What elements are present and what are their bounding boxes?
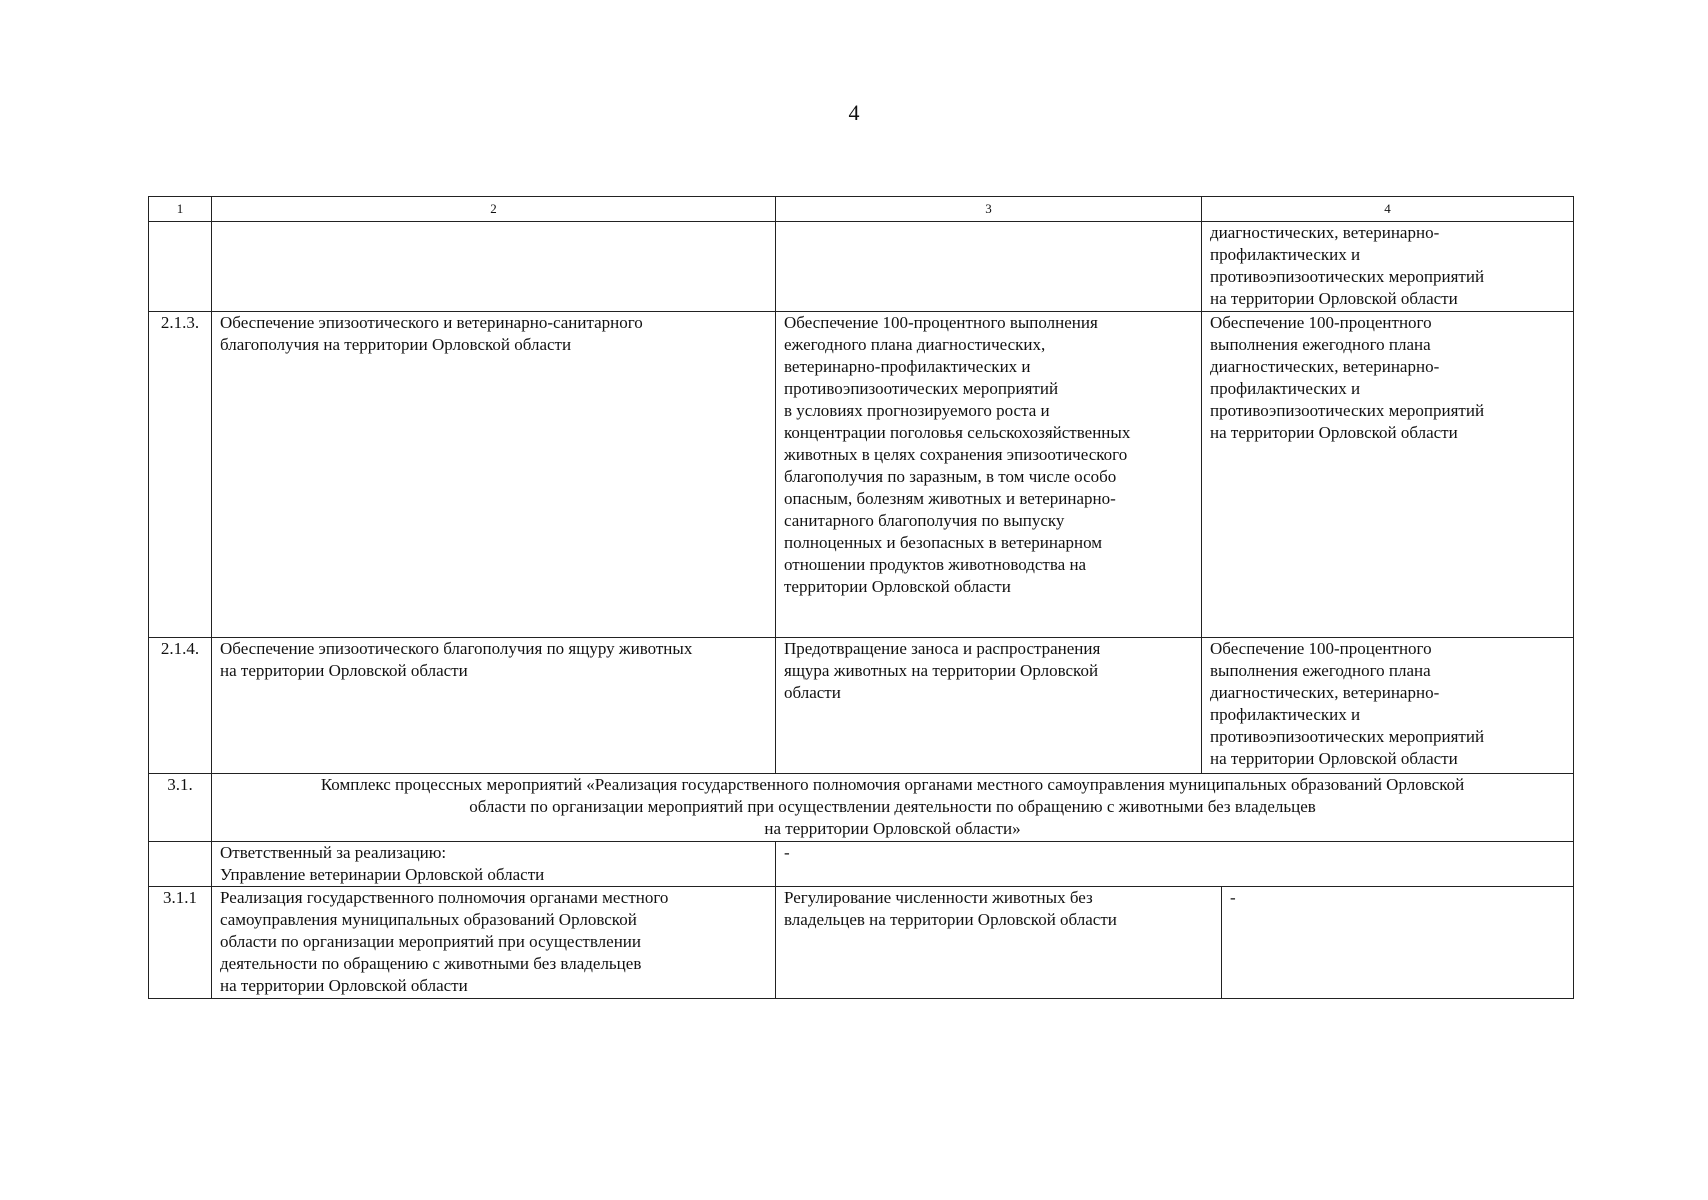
- section-number: 3.1.: [149, 774, 212, 842]
- continuation-col-4: диагностических, ветеринарно- профилактических и противоэпизоотических мероприятий на территории Орловской области: [1202, 222, 1574, 312]
- table-row: [149, 312, 1574, 638]
- row-task: Предотвращение заноса и распространения ящура животных на территории Орловской области: [776, 638, 1202, 774]
- row-number: 2.1.3.: [149, 312, 212, 638]
- header-col-1: 1: [149, 197, 212, 222]
- header-col-2: 2: [212, 197, 776, 222]
- section-title: Комплекс процессных мероприятий «Реализация государственного полномочия органами местного самоуправления муниципальных образований Орловской области по организации мероприятий при осуществлении деятельности по обращению с животными без владельцев на территории Орловской области»: [212, 774, 1574, 842]
- row-measure: Обеспечение эпизоотического благополучия по ящуру животных на территории Орловской области: [212, 638, 776, 774]
- continuation-col-3: [776, 222, 1202, 312]
- continuation-col-2: [212, 222, 776, 312]
- measures-table: [148, 196, 1574, 999]
- row-number: 3.1.1: [149, 887, 212, 999]
- row-measure: Реализация государственного полномочия органами местного самоуправления муниципальных образований Орловской области по организации мероприятий при осуществлении деятельности по обращению с животными без владельцев на территории Орловской области: [212, 887, 776, 999]
- responsible-num: [149, 842, 212, 887]
- continuation-num: [149, 222, 212, 312]
- row-task: Регулирование численности животных без владельцев на территории Орловской области: [776, 887, 1222, 999]
- row-result: Обеспечение 100-процентного выполнения ежегодного плана диагностических, ветеринарно- профилактических и противоэпизоотических мероприятий на территории Орловской области: [1202, 638, 1574, 774]
- responsible-label: Ответственный за реализацию: Управление ветеринарии Орловской области: [212, 842, 776, 887]
- section-row: [149, 774, 1574, 842]
- table-row: [149, 887, 1574, 999]
- row-task: Обеспечение 100-процентного выполнения ежегодного плана диагностических, ветеринарно-профилактических и противоэпизоотических мероприятий в условиях прогнозируемого роста и концентрации поголовья сельскохозяйственных животных в целях сохранения эпизоотического благополучия по заразным, в том числе особо опасным, болезням животных и ветеринарно- санитарного благополучия по выпуску полноценных и безопасных в ветеринарном отношении продуктов животноводства на территории Орловской области: [776, 312, 1202, 638]
- row-result: -: [1222, 887, 1574, 999]
- row-number: 2.1.4.: [149, 638, 212, 774]
- header-col-4: 4: [1202, 197, 1574, 222]
- table-row: [149, 638, 1574, 774]
- responsible-row: [149, 842, 1574, 887]
- header-col-3: 3: [776, 197, 1202, 222]
- responsible-value: -: [776, 842, 1574, 887]
- table-header-row: [149, 197, 1574, 222]
- continuation-row: [149, 222, 1574, 312]
- page-number: 4: [848, 100, 860, 125]
- row-result: Обеспечение 100-процентного выполнения ежегодного плана диагностических, ветеринарно- профилактических и противоэпизоотических мероприятий на территории Орловской области: [1202, 312, 1574, 638]
- row-measure: Обеспечение эпизоотического и ветеринарно-санитарного благополучия на территории Орловской области: [212, 312, 776, 638]
